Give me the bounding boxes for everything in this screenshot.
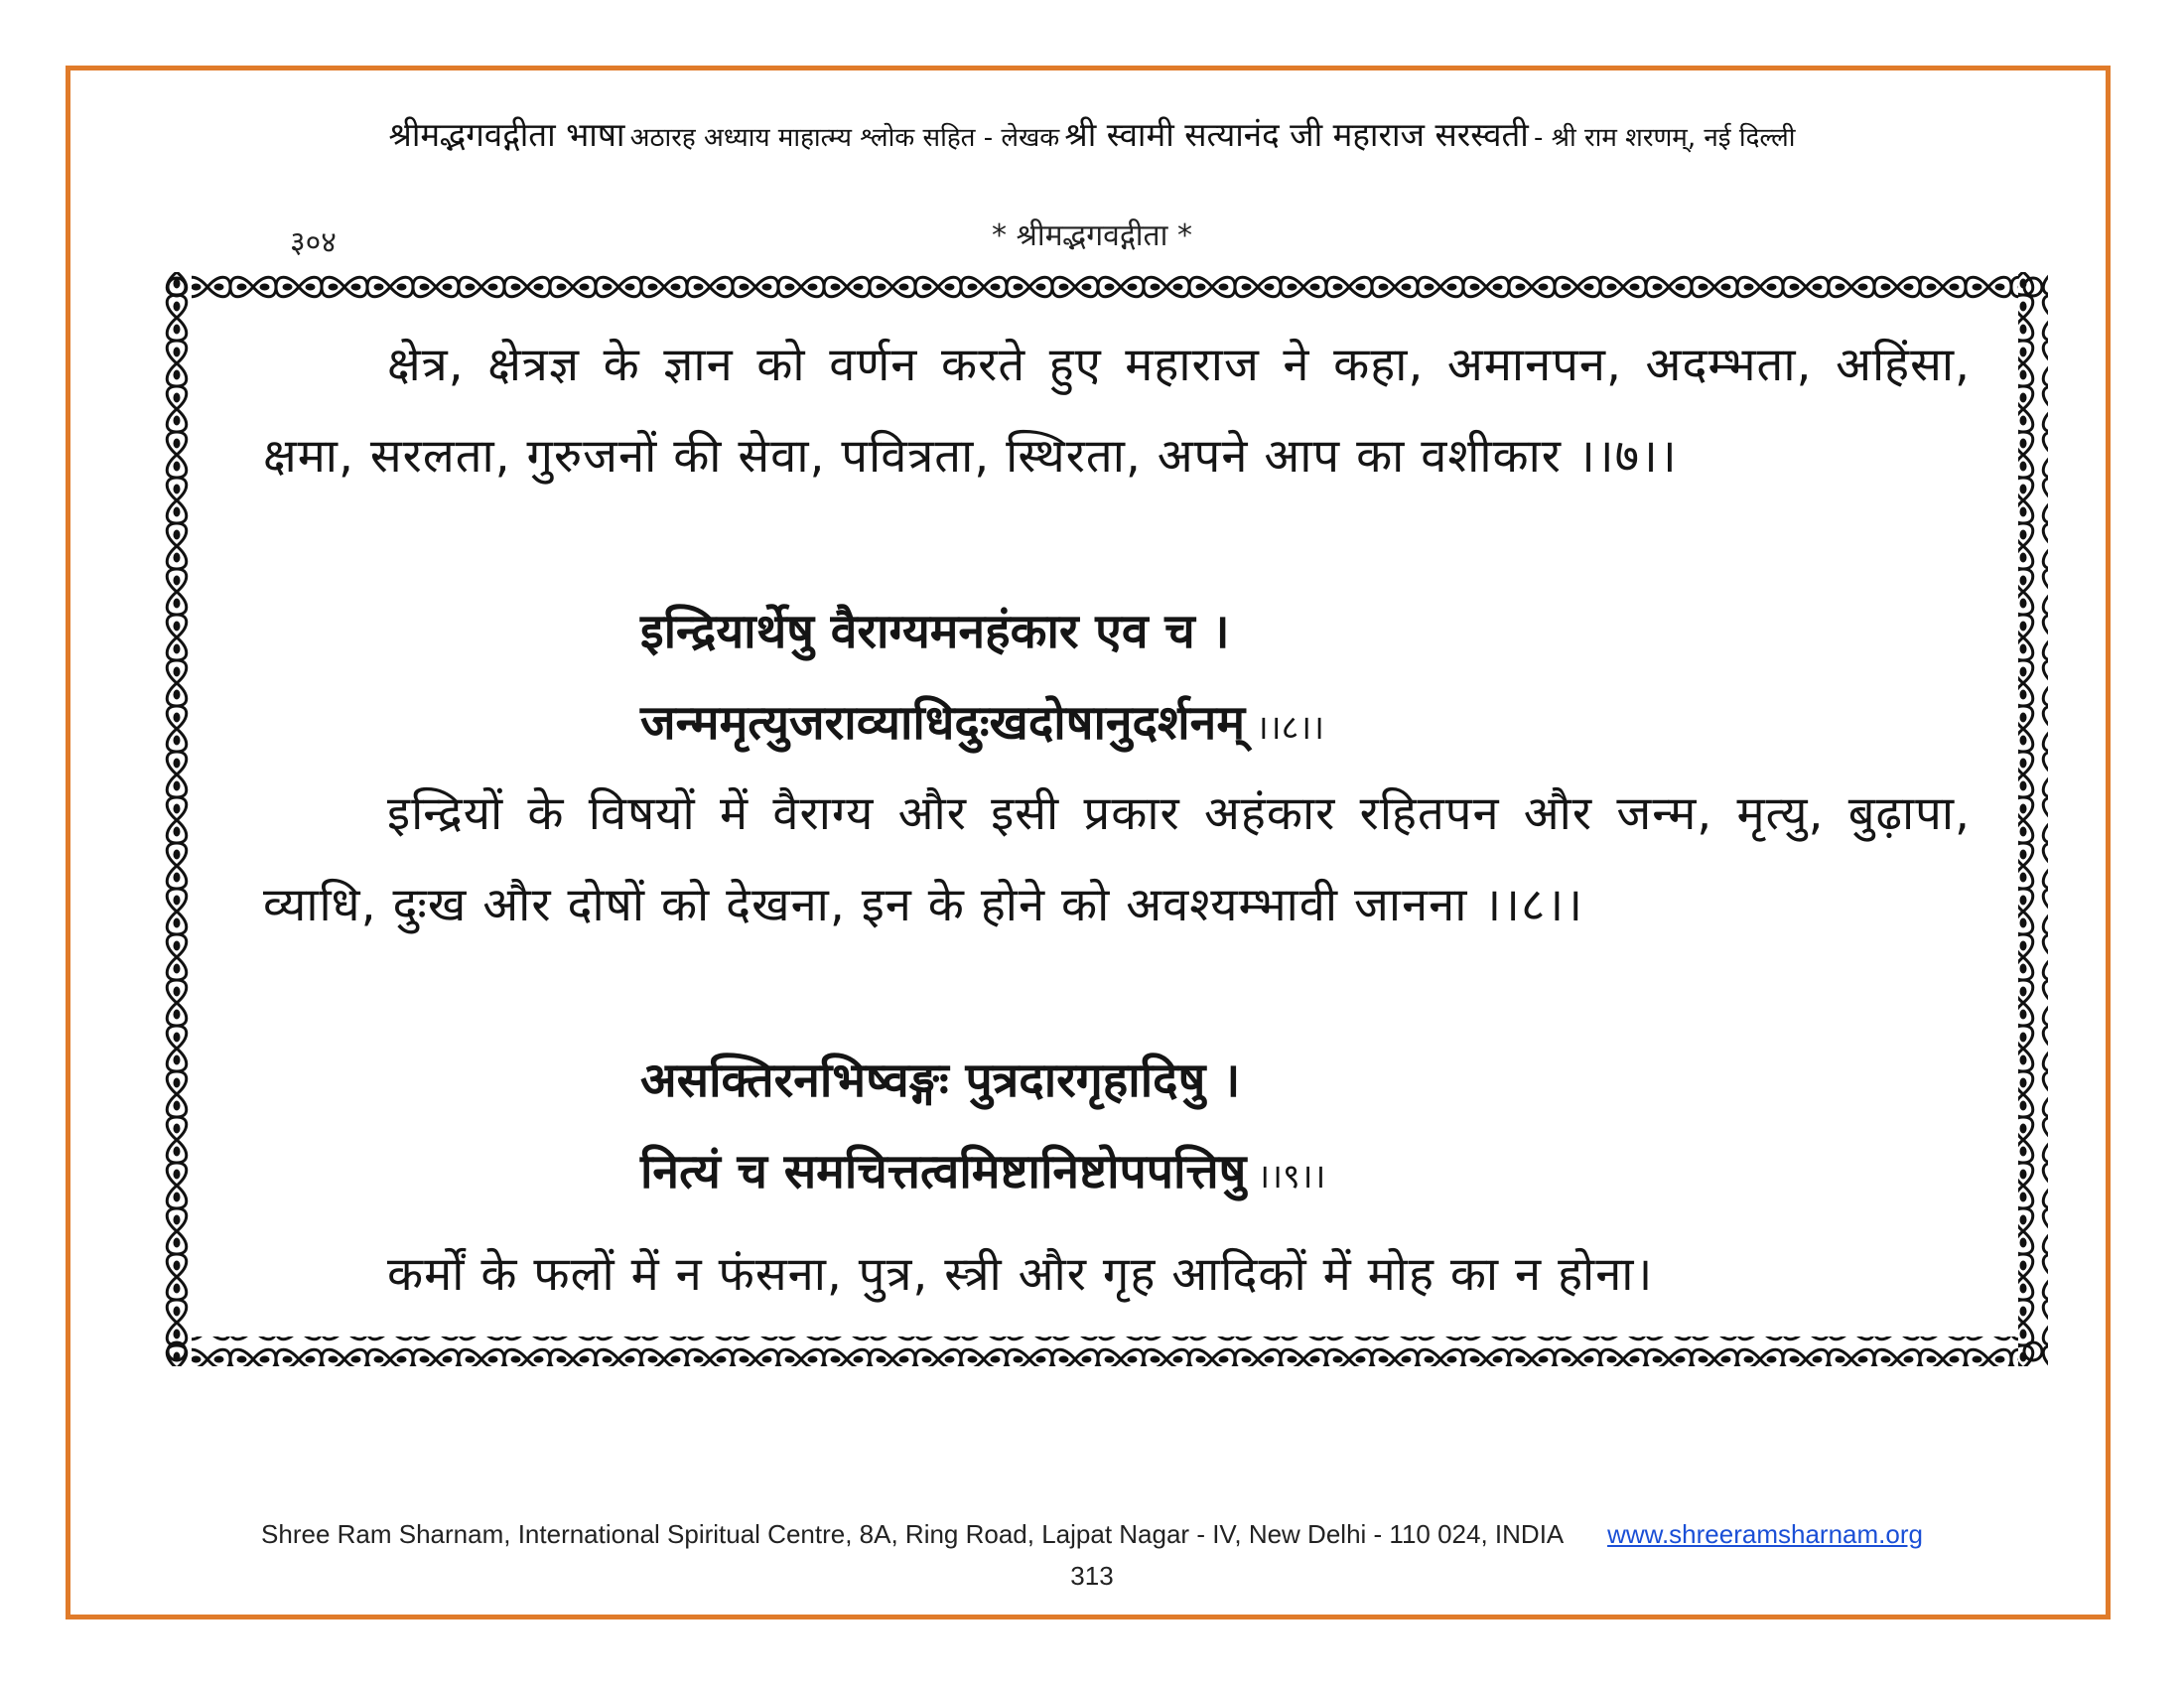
- header-subtitle: अठारह अध्याय माहात्म्य श्लोक सहित - लेखक: [629, 123, 1060, 153]
- verse-9: [263, 1035, 1971, 1222]
- verse-line-text: नित्यं च समचित्तत्वमिष्टानिष्टोपपत्तिषु: [640, 1144, 1247, 1199]
- verse-line: [263, 677, 1971, 774]
- footer-address: Shree Ram Sharnam, International Spiritual Centre, 8A, Ring Road, Lajpat Nagar - IV, New Delhi - 110 024, INDIA: [261, 1519, 1563, 1549]
- verse-8: [263, 586, 1971, 774]
- commentary-paragraph-9: [263, 1229, 1971, 1321]
- commentary-paragraph-7: [263, 320, 1971, 502]
- footer-page-number: 313: [1070, 1561, 1114, 1591]
- verse-line-text: जन्ममृत्युजराव्याधिदुःखदोषानुदर्शनम्: [640, 695, 1246, 751]
- commentary-paragraph-8: [263, 769, 1971, 951]
- paragraph-text: इन्द्रियों के विषयों में वैराग्य और इसी प्रकार अहंकार रहितपन और जन्म, मृत्यु, बुढ़ापा, व्याधि, दुःख और दोषों को देखना, इन के होने को अवश्यम्भावी जानना ।।८।।: [263, 786, 1971, 932]
- verse-line: इन्द्रियार्थेषु वैराग्यमनहंकार एव च ।: [640, 604, 1230, 659]
- header-publisher: श्री राम शरणम्, नई दिल्ली: [1551, 123, 1796, 153]
- verse-line: [263, 1126, 1971, 1222]
- document-header: [99, 111, 2085, 156]
- header-author: श्री स्वामी सत्यानंद जी महाराज सरस्वती: [1064, 115, 1529, 154]
- website-link[interactable]: www.shreeramsharnam.org: [1607, 1519, 1923, 1549]
- footer: [99, 1519, 2085, 1550]
- verse-number-mark: ।।९।।: [1246, 1157, 1326, 1196]
- verse-number-mark: ।।८।।: [1245, 708, 1325, 748]
- paragraph-text: क्षेत्र, क्षेत्रज्ञ के ज्ञान को वर्णन करते हुए महाराज ने कहा, अमानपन, अदम्भता, अहिंसा, क्षमा, सरलता, गुरुजनों की सेवा, पवित्रता, स्थिरता, अपने आप का वशीकार ।।७।।: [263, 338, 1971, 484]
- header-separator: -: [1533, 123, 1552, 153]
- scan-running-title: * श्रीमद्भगवद्गीता *: [992, 218, 1192, 253]
- verse-line: असक्तिरनभिष्वङ्गः पुत्रदारगृहादिषु ।: [640, 1053, 1241, 1108]
- paragraph-text: कर्मों के फलों में न फंसना, पुत्र, स्त्री और गृह आदिकों में मोह का न होना।: [387, 1247, 1654, 1302]
- header-title: श्रीमद्भगवद्गीता भाषा: [388, 115, 625, 154]
- scan-page-number: ३०४: [290, 225, 337, 260]
